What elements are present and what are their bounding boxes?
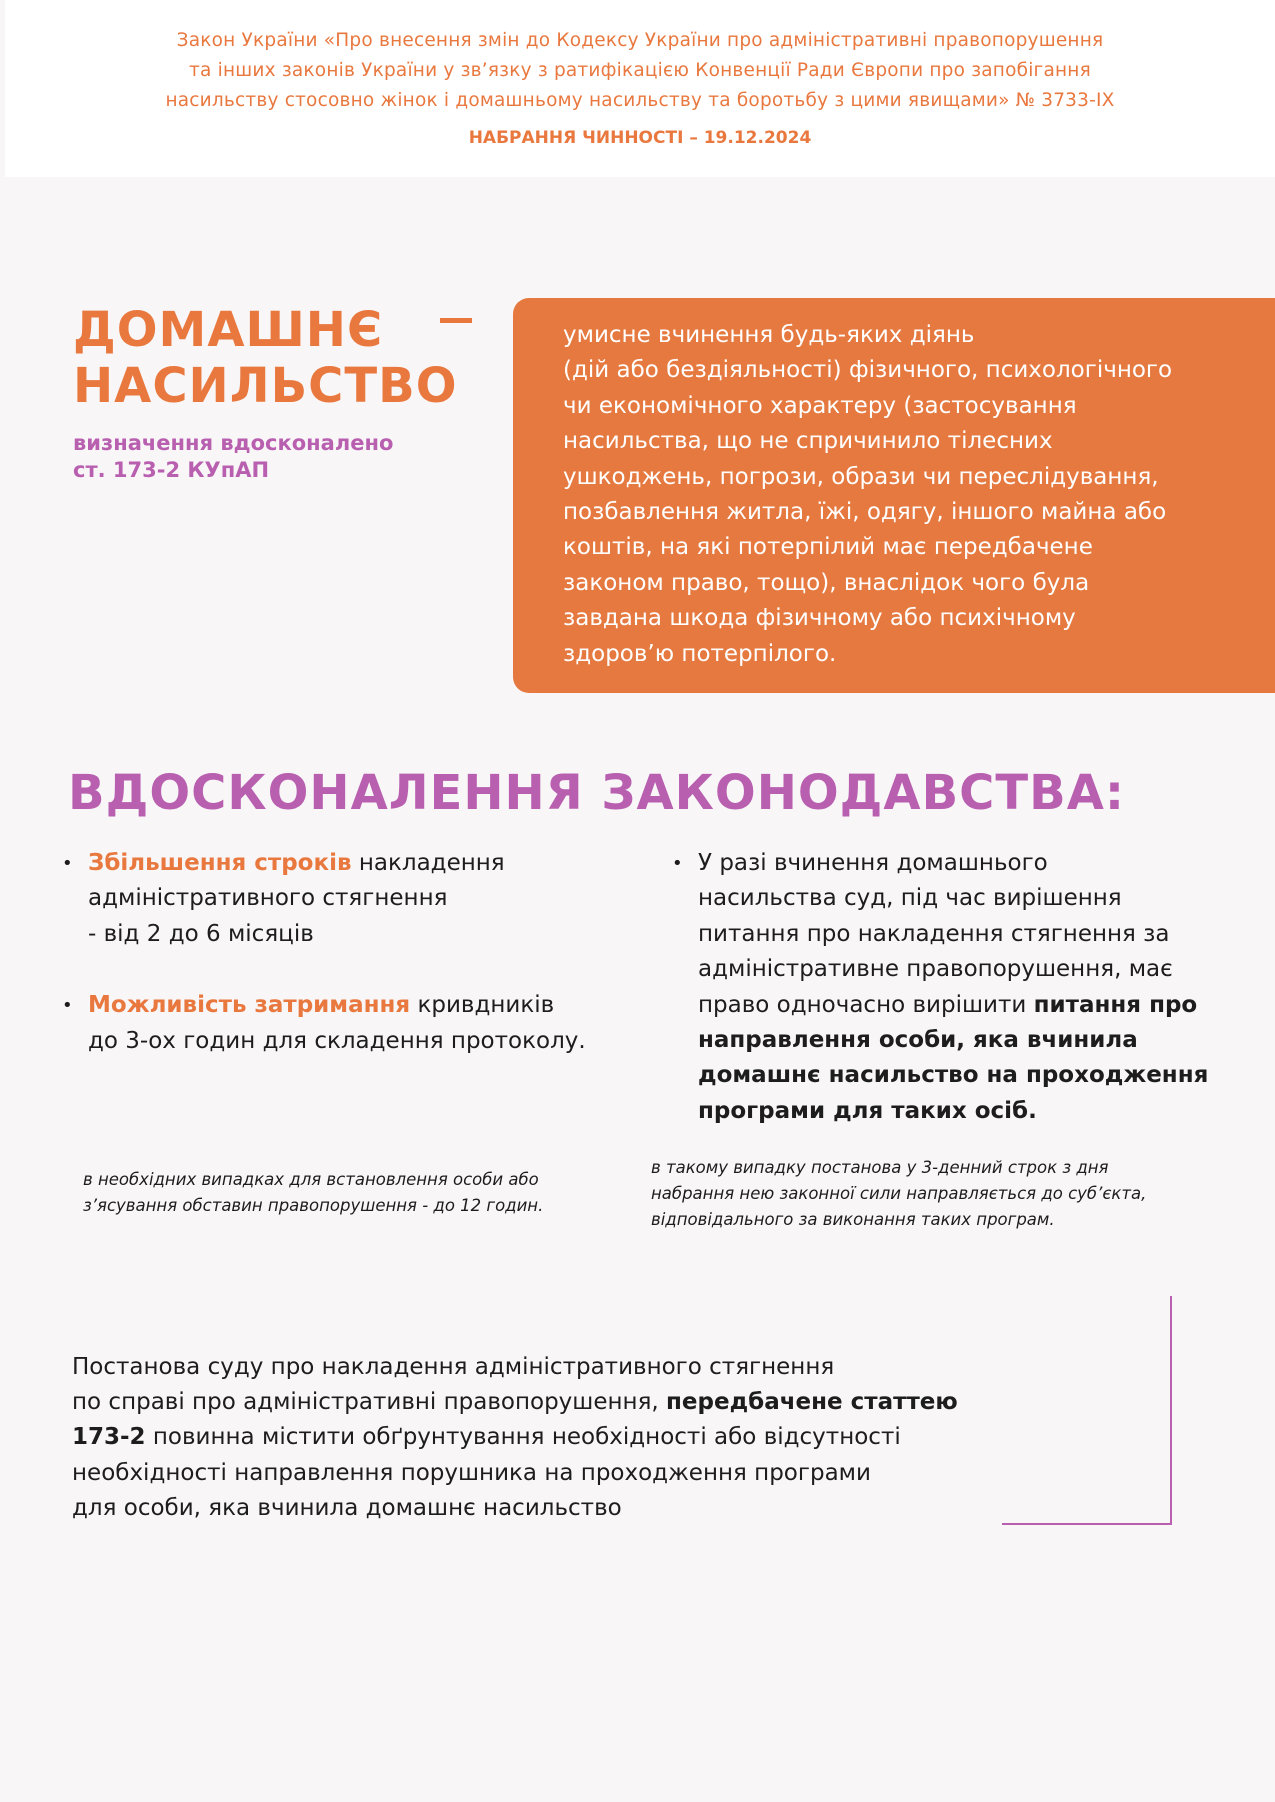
list-item-text: адміністративне правопорушення, має bbox=[698, 956, 1173, 983]
definition-subtitle bbox=[73, 430, 473, 484]
list-item-text: питання про накладення стягнення за bbox=[698, 920, 1170, 947]
frame-horizontal-line bbox=[1002, 1523, 1172, 1525]
list-item-text: до 3-ох годин для складення протоколу. bbox=[88, 1027, 586, 1054]
definition-text bbox=[563, 318, 1235, 672]
footnote-line: в необхідних випадках для встановлення особи або bbox=[83, 1170, 539, 1189]
court-decision-line: необхідності направлення порушника на проходження програми bbox=[72, 1459, 871, 1486]
improvements-left-column bbox=[58, 846, 648, 1059]
definition-text-line: коштів, на які потерпілий має передбачене bbox=[563, 534, 1093, 561]
court-decision-line: Постанова суду про накладення адміністративного стягнення bbox=[72, 1354, 835, 1380]
law-title-line: насильству стосовно жінок і домашньому насильству та боротьбу з цими явищами» № 3733-IX bbox=[165, 90, 1115, 111]
improvements-left-list bbox=[58, 846, 648, 1059]
law-title-line: та інших законів України у зв’язку з ратифікацією Конвенції Ради Європи про запобігання bbox=[189, 60, 1091, 81]
footnote-line: відповідального за виконання таких програм. bbox=[651, 1210, 1055, 1229]
bold-text: передбачене статтею bbox=[666, 1389, 958, 1416]
page-header bbox=[5, 0, 1275, 177]
definition-box bbox=[513, 298, 1275, 693]
court-decision-line: повинна містити обґрунтування необхідності або відсутності bbox=[145, 1424, 901, 1451]
footnote-line: в такому випадку постанова у 3-денний строк з дня bbox=[651, 1158, 1109, 1177]
definition-text-line: (дій або бездіяльності) фізичного, психологічного bbox=[563, 357, 1173, 384]
improvements-right-list bbox=[668, 846, 1248, 1129]
highlight-text: Можливість затримання bbox=[88, 992, 411, 1019]
definition-title bbox=[73, 302, 493, 414]
bold-text: програми для таких осіб. bbox=[698, 1097, 1037, 1124]
left-footnote bbox=[83, 1167, 643, 1219]
bold-text: питання про bbox=[1033, 991, 1198, 1018]
title-dash-divider bbox=[440, 318, 472, 323]
list-item-text: насильства суд, під час вирішення bbox=[698, 885, 1122, 912]
list-item-text: накладення bbox=[351, 850, 505, 876]
definition-text-line: умисне вчинення будь-яких діянь bbox=[563, 322, 975, 348]
list-item-text: - від 2 до 6 місяців bbox=[88, 920, 314, 947]
list-item-text: • У разі вчинення домашнього bbox=[698, 850, 1048, 876]
frame-vertical-line bbox=[1170, 1296, 1172, 1524]
definition-text-line: насильства, що не спричинило тілесних bbox=[563, 428, 1053, 455]
improvements-title: ВДОСКОНАЛЕННЯ ЗАКОНОДАВСТВА: bbox=[68, 765, 1126, 821]
definition-text-line: чи економічного характеру (застосування bbox=[563, 392, 1077, 419]
definition-text-line: здоров’ю потерпілого. bbox=[563, 640, 837, 667]
list-item-text: право одночасно вирішити bbox=[698, 991, 1034, 1018]
list-item-text: кривдників bbox=[410, 992, 555, 1019]
definition-subtitle-line: ст. 173-2 КУпАП bbox=[73, 458, 270, 482]
definition-text-line: ушкоджень, погрози, образи чи переслідування, bbox=[563, 463, 1159, 490]
footnote-line: з’ясування обставин правопорушення - до 12 годин. bbox=[83, 1196, 544, 1215]
footnote-line: набрання нею законної сили направляється до суб’єкта, bbox=[651, 1184, 1147, 1203]
court-decision-line: по справі про адміністративні правопорушення, bbox=[72, 1389, 667, 1416]
right-footnote bbox=[651, 1155, 1251, 1233]
definition-title-line: ДОМАШНЄ bbox=[73, 302, 384, 358]
list-item bbox=[668, 846, 1248, 1129]
bold-text: направлення особи, яка вчинила bbox=[698, 1027, 1138, 1054]
definition-text-line: позбавлення житла, їжі, одягу, іншого майна або bbox=[563, 499, 1167, 526]
highlight-text: Збільшення строків bbox=[88, 850, 352, 876]
law-title-line: Закон України «Про внесення змін до Кодексу України про адміністративні правопорушення bbox=[176, 30, 1104, 51]
definition-text-line: завдана шкода фізичному або психічному bbox=[563, 605, 1076, 632]
list-item bbox=[58, 846, 648, 952]
definition-text-line: законом право, тощо), внаслідок чого була bbox=[563, 569, 1090, 596]
court-decision-text bbox=[72, 1350, 1062, 1526]
definition-subtitle-line: визначення вдосконалено bbox=[73, 431, 394, 455]
law-title bbox=[90, 26, 1190, 116]
list-item bbox=[58, 988, 648, 1059]
bold-text: 173-2 bbox=[72, 1424, 146, 1451]
improvements-right-column bbox=[668, 846, 1248, 1129]
definition-title-line: НАСИЛЬСТВО bbox=[73, 358, 458, 414]
court-decision-line: для особи, яка вчинила домашнє насильство bbox=[72, 1494, 622, 1521]
bold-text: домашнє насильство на проходження bbox=[698, 1062, 1209, 1089]
effective-date: НАБРАННЯ ЧИННОСТІ – 19.12.2024 bbox=[468, 128, 812, 148]
list-item-text: адміністративного стягнення bbox=[88, 885, 448, 912]
